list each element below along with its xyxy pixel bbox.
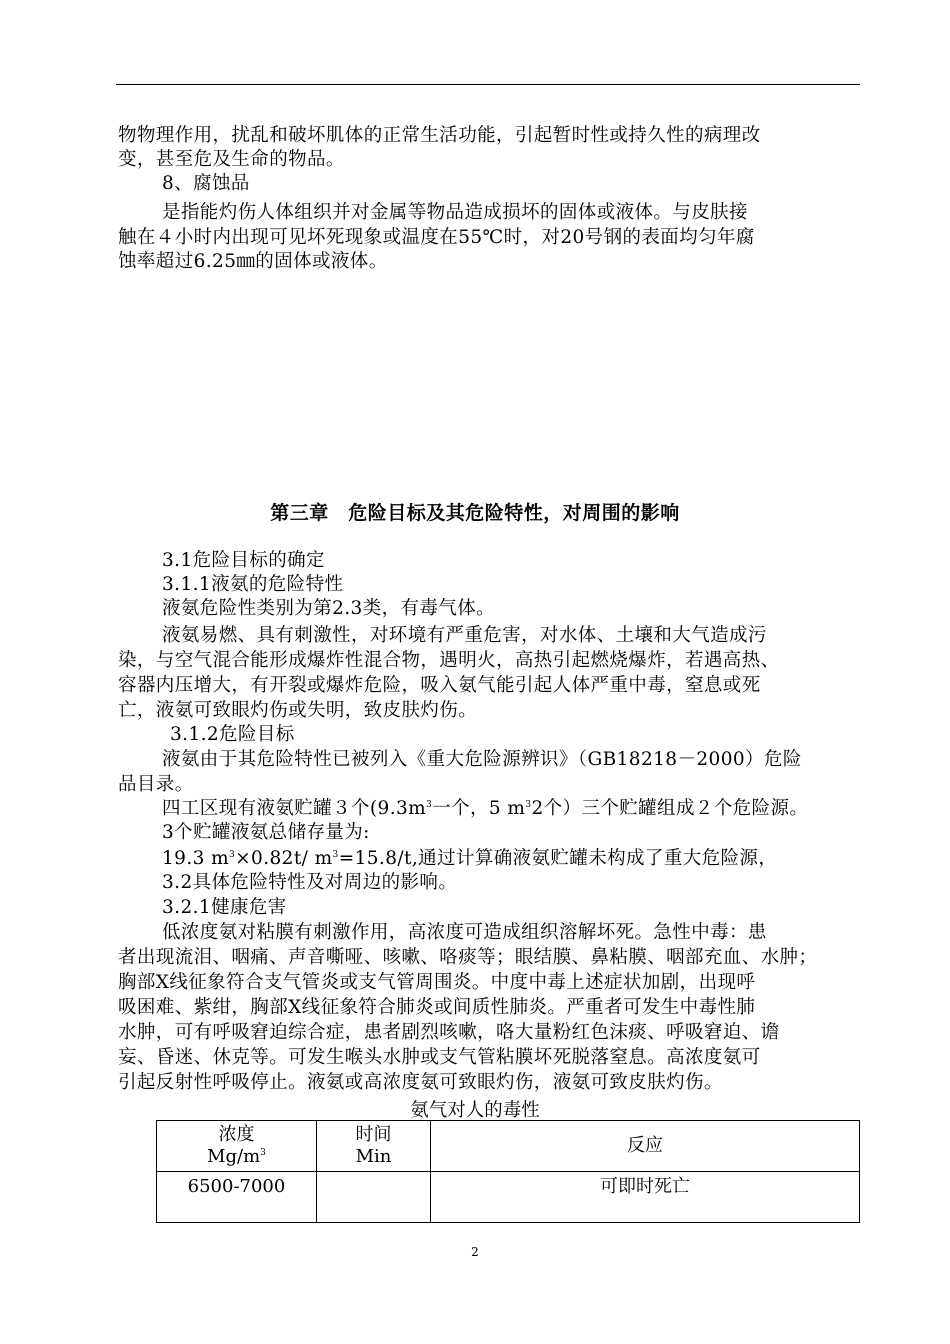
calc-text-c: =15.8/t,通过计算确液氨贮罐未构成了重大危险源，	[338, 848, 778, 869]
superscript: 3	[426, 800, 433, 810]
superscript: 3	[332, 850, 339, 860]
text-line: 变，甚至危及生命的物品。	[118, 149, 345, 170]
chapter-title: 第三章 危险目标及其危险特性，对周围的影响	[270, 502, 680, 524]
header-time-label: 时间	[355, 1124, 392, 1145]
section-heading: 3.1.1液氨的危险特性	[162, 574, 344, 595]
page-number: 2	[471, 1245, 479, 1259]
tank-text-b: 一个，5 m	[432, 798, 526, 819]
section-heading: 8、腐蚀品	[162, 173, 250, 194]
unit-text: Mg/m	[207, 1146, 261, 1167]
text-line: 者出现流泪、咽痛、声音嘶哑、咳嗽、咯痰等；眼结膜、鼻粘膜、咽部充血、水肿；	[118, 947, 818, 968]
header-rule	[116, 84, 860, 85]
text-line: 液氨危险性类别为第2.3类，有毒气体。	[162, 598, 496, 619]
header-reaction: 反应	[431, 1121, 860, 1172]
header-time-unit: Min	[355, 1146, 392, 1167]
text-line: 染，与空气混合能形成爆炸性混合物，遇明火，高热引起燃烧爆炸，若遇高热、	[118, 650, 780, 671]
calc-text-b: ×0.82t/ m	[235, 848, 333, 869]
toxicity-table	[156, 1120, 860, 1223]
text-line: 妄、昏迷、休克等。可发生喉头水肿或支气管粘膜坏死脱落窒息。高浓度氨可	[118, 1047, 761, 1068]
text-line: 3个贮罐液氨总储存量为:	[162, 822, 370, 843]
tank-text-a: 四工区现有液氨贮罐３个(9.3m	[162, 798, 427, 819]
text-line: 触在４小时内出现可见坏死现象或温度在55℃时，对20号钢的表面均匀年腐	[118, 227, 755, 248]
text-line: 亡，液氨可致眼灼伤或失明，致皮肤灼伤。	[118, 700, 478, 721]
tank-line	[162, 797, 808, 821]
section-heading: 3.1.2危险目标	[170, 724, 295, 745]
header-concentration-unit	[157, 1146, 316, 1168]
cell-reaction: 可即时死亡	[431, 1172, 860, 1223]
text-line: 引起反射性呼吸停止。液氨或高浓度氨可致眼灼伤，液氨可致皮肤灼伤。	[118, 1072, 723, 1093]
section-heading: 3.2.1健康危害	[162, 897, 287, 918]
section-heading: 3.2具体危险特性及对周边的影响。	[162, 872, 458, 893]
header-time	[317, 1121, 431, 1172]
calc-line	[162, 847, 777, 871]
table-caption: 氨气对人的毒性	[410, 1100, 540, 1121]
calc-text-a: 19.3 m	[162, 848, 230, 869]
cell-concentration: 6500-7000	[157, 1172, 317, 1223]
text-line: 液氨易燃、具有刺激性，对环境有严重危害，对水体、土壤和大气造成污	[162, 625, 767, 646]
table-header-row	[157, 1121, 860, 1172]
text-line: 是指能灼伤人体组织并对金属等物品造成损坏的固体或液体。与皮肤接	[162, 202, 748, 223]
text-line: 蚀率超过6.25㎜的固体或液体。	[118, 251, 388, 272]
section-heading: 3.1危险目标的确定	[162, 550, 325, 571]
superscript: 3	[260, 1148, 266, 1158]
table-row	[157, 1172, 860, 1223]
text-line: 胸部X线征象符合支气管炎或支气管周围炎。中度中毒上述症状加剧，出现呼	[118, 972, 756, 993]
superscript: 3	[229, 850, 236, 860]
header-concentration	[157, 1121, 317, 1172]
tank-text-c: 2个）三个贮罐组成２个危险源。	[531, 798, 809, 819]
text-line: 品目录。	[118, 774, 194, 795]
text-line: 物物理作用，扰乱和破坏肌体的正常生活功能，引起暂时性或持久性的病理改	[118, 125, 761, 146]
text-line: 容器内压增大，有开裂或爆炸危险，吸入氨气能引起人体严重中毒，窒息或死	[118, 675, 761, 696]
text-line: 吸困难、紫绀，胸部X线征象符合肺炎或间质性肺炎。严重者可发生中毒性肺	[118, 997, 756, 1018]
cell-time	[317, 1172, 431, 1223]
text-line: 液氨由于其危险特性已被列入《重大危险源辨识》（GB18218－2000）危险	[162, 749, 802, 770]
header-concentration-label: 浓度	[218, 1124, 255, 1145]
text-line: 低浓度氨对粘膜有刺激作用，高浓度可造成组织溶解坏死。急性中毒：患	[162, 922, 767, 943]
superscript: 3	[525, 800, 532, 810]
text-line: 水肿，可有呼吸窘迫综合症，患者剧烈咳嗽，咯大量粉红色沫痰、呼吸窘迫、谵	[118, 1022, 780, 1043]
